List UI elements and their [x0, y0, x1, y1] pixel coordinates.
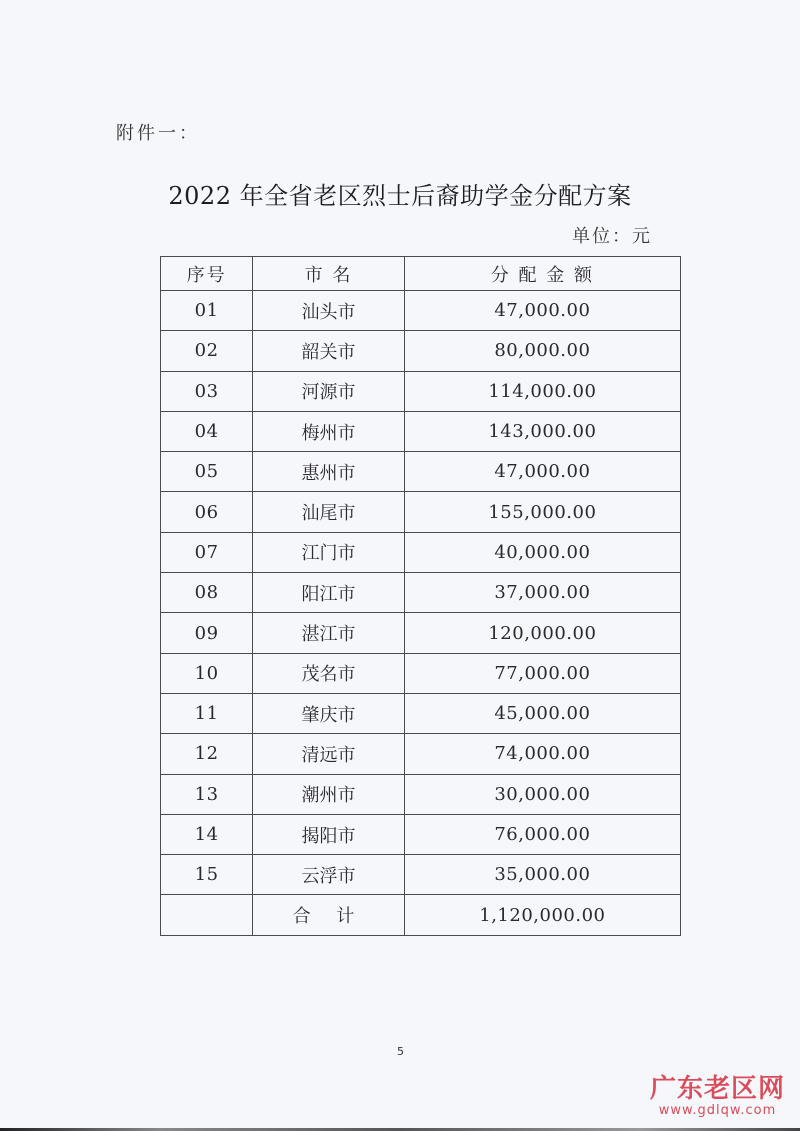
- allocation-table: [160, 256, 681, 936]
- header-city-name: 市 名: [253, 257, 405, 291]
- site-watermark: [640, 1075, 795, 1118]
- row-amount: 143,000.00: [404, 411, 680, 451]
- row-amount: 40,000.00: [404, 532, 680, 572]
- unit-label: 单位：元: [572, 226, 652, 247]
- table-row: [161, 452, 681, 492]
- row-serial: 06: [161, 492, 253, 532]
- row-serial: 04: [161, 411, 253, 451]
- row-city: 揭阳市: [253, 814, 405, 854]
- table-row: [161, 693, 681, 733]
- row-city: 汕头市: [253, 291, 405, 331]
- row-serial: 15: [161, 855, 253, 895]
- attachment-label: 附件一：: [116, 123, 200, 144]
- row-serial: 12: [161, 734, 253, 774]
- watermark-name: 广东老区网: [649, 1074, 785, 1104]
- row-serial: 07: [161, 532, 253, 572]
- row-amount: 35,000.00: [404, 855, 680, 895]
- row-serial: 01: [161, 291, 253, 331]
- row-amount: 47,000.00: [404, 452, 680, 492]
- document-title: 2022 年全省老区烈士后裔助学金分配方案: [168, 182, 632, 210]
- table-row: [161, 774, 681, 814]
- table-row: [161, 331, 681, 371]
- table-row: [161, 855, 681, 895]
- table-row: [161, 613, 681, 653]
- table-row: [161, 411, 681, 451]
- table-row: [161, 532, 681, 572]
- row-city: 肇庆市: [253, 693, 405, 733]
- row-amount: 30,000.00: [404, 774, 680, 814]
- row-amount: 76,000.00: [404, 814, 680, 854]
- row-city: 阳江市: [253, 573, 405, 613]
- table-total-row: [161, 895, 681, 935]
- row-city: 惠州市: [253, 452, 405, 492]
- total-label: 合 计: [253, 895, 405, 935]
- table-row: [161, 573, 681, 613]
- row-serial: 10: [161, 653, 253, 693]
- table-header-row: [161, 257, 681, 291]
- table-row: [161, 492, 681, 532]
- row-city: 清远市: [253, 734, 405, 774]
- row-city: 潮州市: [253, 774, 405, 814]
- row-amount: 114,000.00: [404, 371, 680, 411]
- table-row: [161, 371, 681, 411]
- header-serial-number: 序号: [161, 257, 253, 291]
- watermark-url: www.gdlqw.com: [658, 1103, 777, 1118]
- row-city: 江门市: [253, 532, 405, 572]
- row-city: 梅州市: [253, 411, 405, 451]
- table-row: [161, 653, 681, 693]
- row-city: 韶关市: [253, 331, 405, 371]
- table-row: [161, 734, 681, 774]
- row-city: 湛江市: [253, 613, 405, 653]
- page-number: 5: [397, 1045, 404, 1058]
- row-city: 茂名市: [253, 653, 405, 693]
- row-serial: 03: [161, 371, 253, 411]
- row-amount: 77,000.00: [404, 653, 680, 693]
- total-serial: [161, 895, 253, 935]
- row-amount: 120,000.00: [404, 613, 680, 653]
- total-amount: 1,120,000.00: [404, 895, 680, 935]
- row-amount: 37,000.00: [404, 573, 680, 613]
- row-serial: 05: [161, 452, 253, 492]
- table-row: [161, 291, 681, 331]
- row-city: 河源市: [253, 371, 405, 411]
- row-serial: 11: [161, 693, 253, 733]
- row-amount: 74,000.00: [404, 734, 680, 774]
- table-row: [161, 814, 681, 854]
- row-serial: 13: [161, 774, 253, 814]
- header-amount: 分 配 金 额: [404, 257, 680, 291]
- row-city: 汕尾市: [253, 492, 405, 532]
- row-city: 云浮市: [253, 855, 405, 895]
- row-amount: 80,000.00: [404, 331, 680, 371]
- row-serial: 14: [161, 814, 253, 854]
- row-serial: 02: [161, 331, 253, 371]
- row-amount: 47,000.00: [404, 291, 680, 331]
- row-amount: 155,000.00: [404, 492, 680, 532]
- row-serial: 08: [161, 573, 253, 613]
- row-serial: 09: [161, 613, 253, 653]
- row-amount: 45,000.00: [404, 693, 680, 733]
